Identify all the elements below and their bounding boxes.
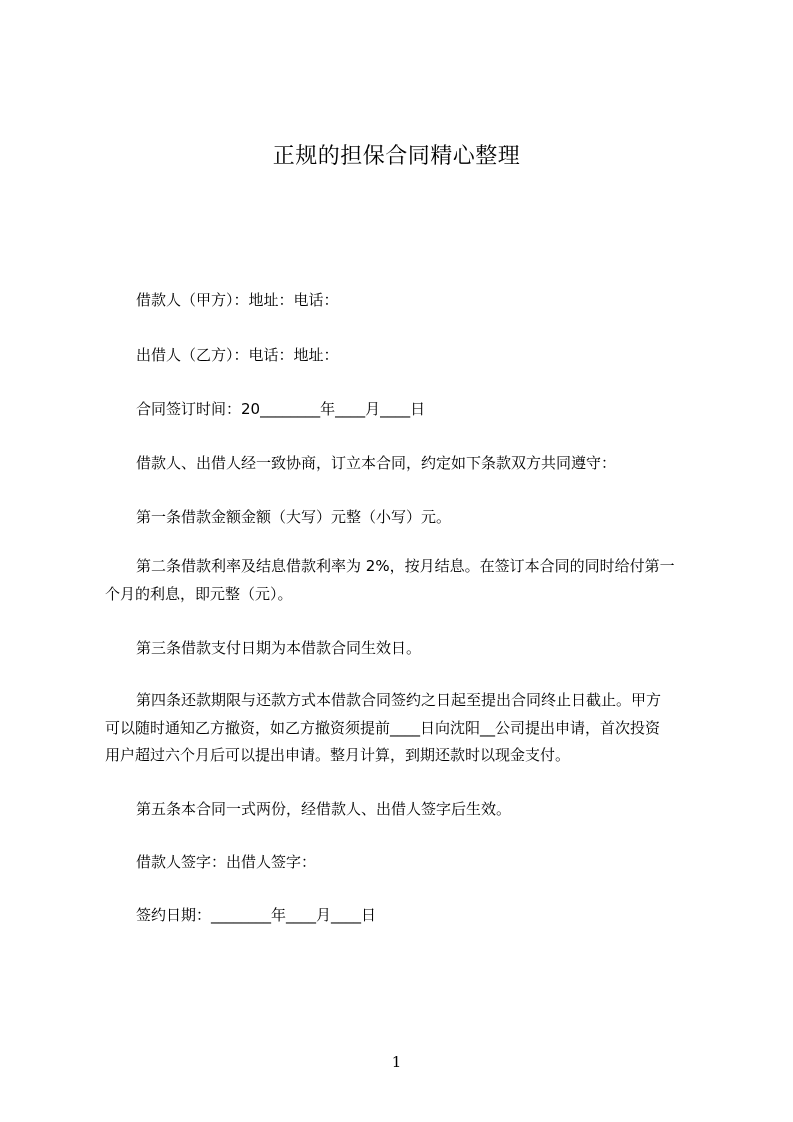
borrower-info-line: 借款人（甲方）：地址：电话： [136,291,339,309]
document-title: 正规的担保合同精心整理 [272,144,521,169]
signature-line: 借款人签字：出借人签字： [136,853,317,871]
article-2-line-1: 第二条借款利率及结息借款利率为 2%，按月结息。在签订本合同的同时给付第一 [136,557,675,575]
lender-info-line: 出借人（乙方）：电话：地址： [136,346,339,364]
article-5: 第五条本合同一式两份，经借款人、出借人签字后生效。 [136,800,512,818]
article-4-line-2: 可以随时通知乙方撤资，如乙方撤资须提前____日向沈阳__公司提出申请，首次投资 [105,719,661,737]
signing-date-line: 签约日期：________年____月____日 [136,906,377,924]
article-4-line-3: 用户超过六个月后可以提出申请。整月计算，到期还款时以现金支付。 [105,746,571,764]
article-4-line-1: 第四条还款期限与还款方式本借款合同签约之日起至提出合同终止日截止。甲方 [136,691,662,709]
article-1: 第一条借款金额金额（大写）元整（小写）元。 [136,508,452,526]
page-number: 1 [391,1053,402,1071]
agreement-intro: 借款人、出借人经一致协商，订立本合同，约定如下条款双方共同遵守： [136,454,617,472]
article-2-line-2: 个月的利息，即元整（元）。 [105,585,293,603]
article-3: 第三条借款支付日期为本借款合同生效日。 [136,639,422,657]
contract-date-line: 合同签订时间：20________年____月____日 [136,400,426,418]
